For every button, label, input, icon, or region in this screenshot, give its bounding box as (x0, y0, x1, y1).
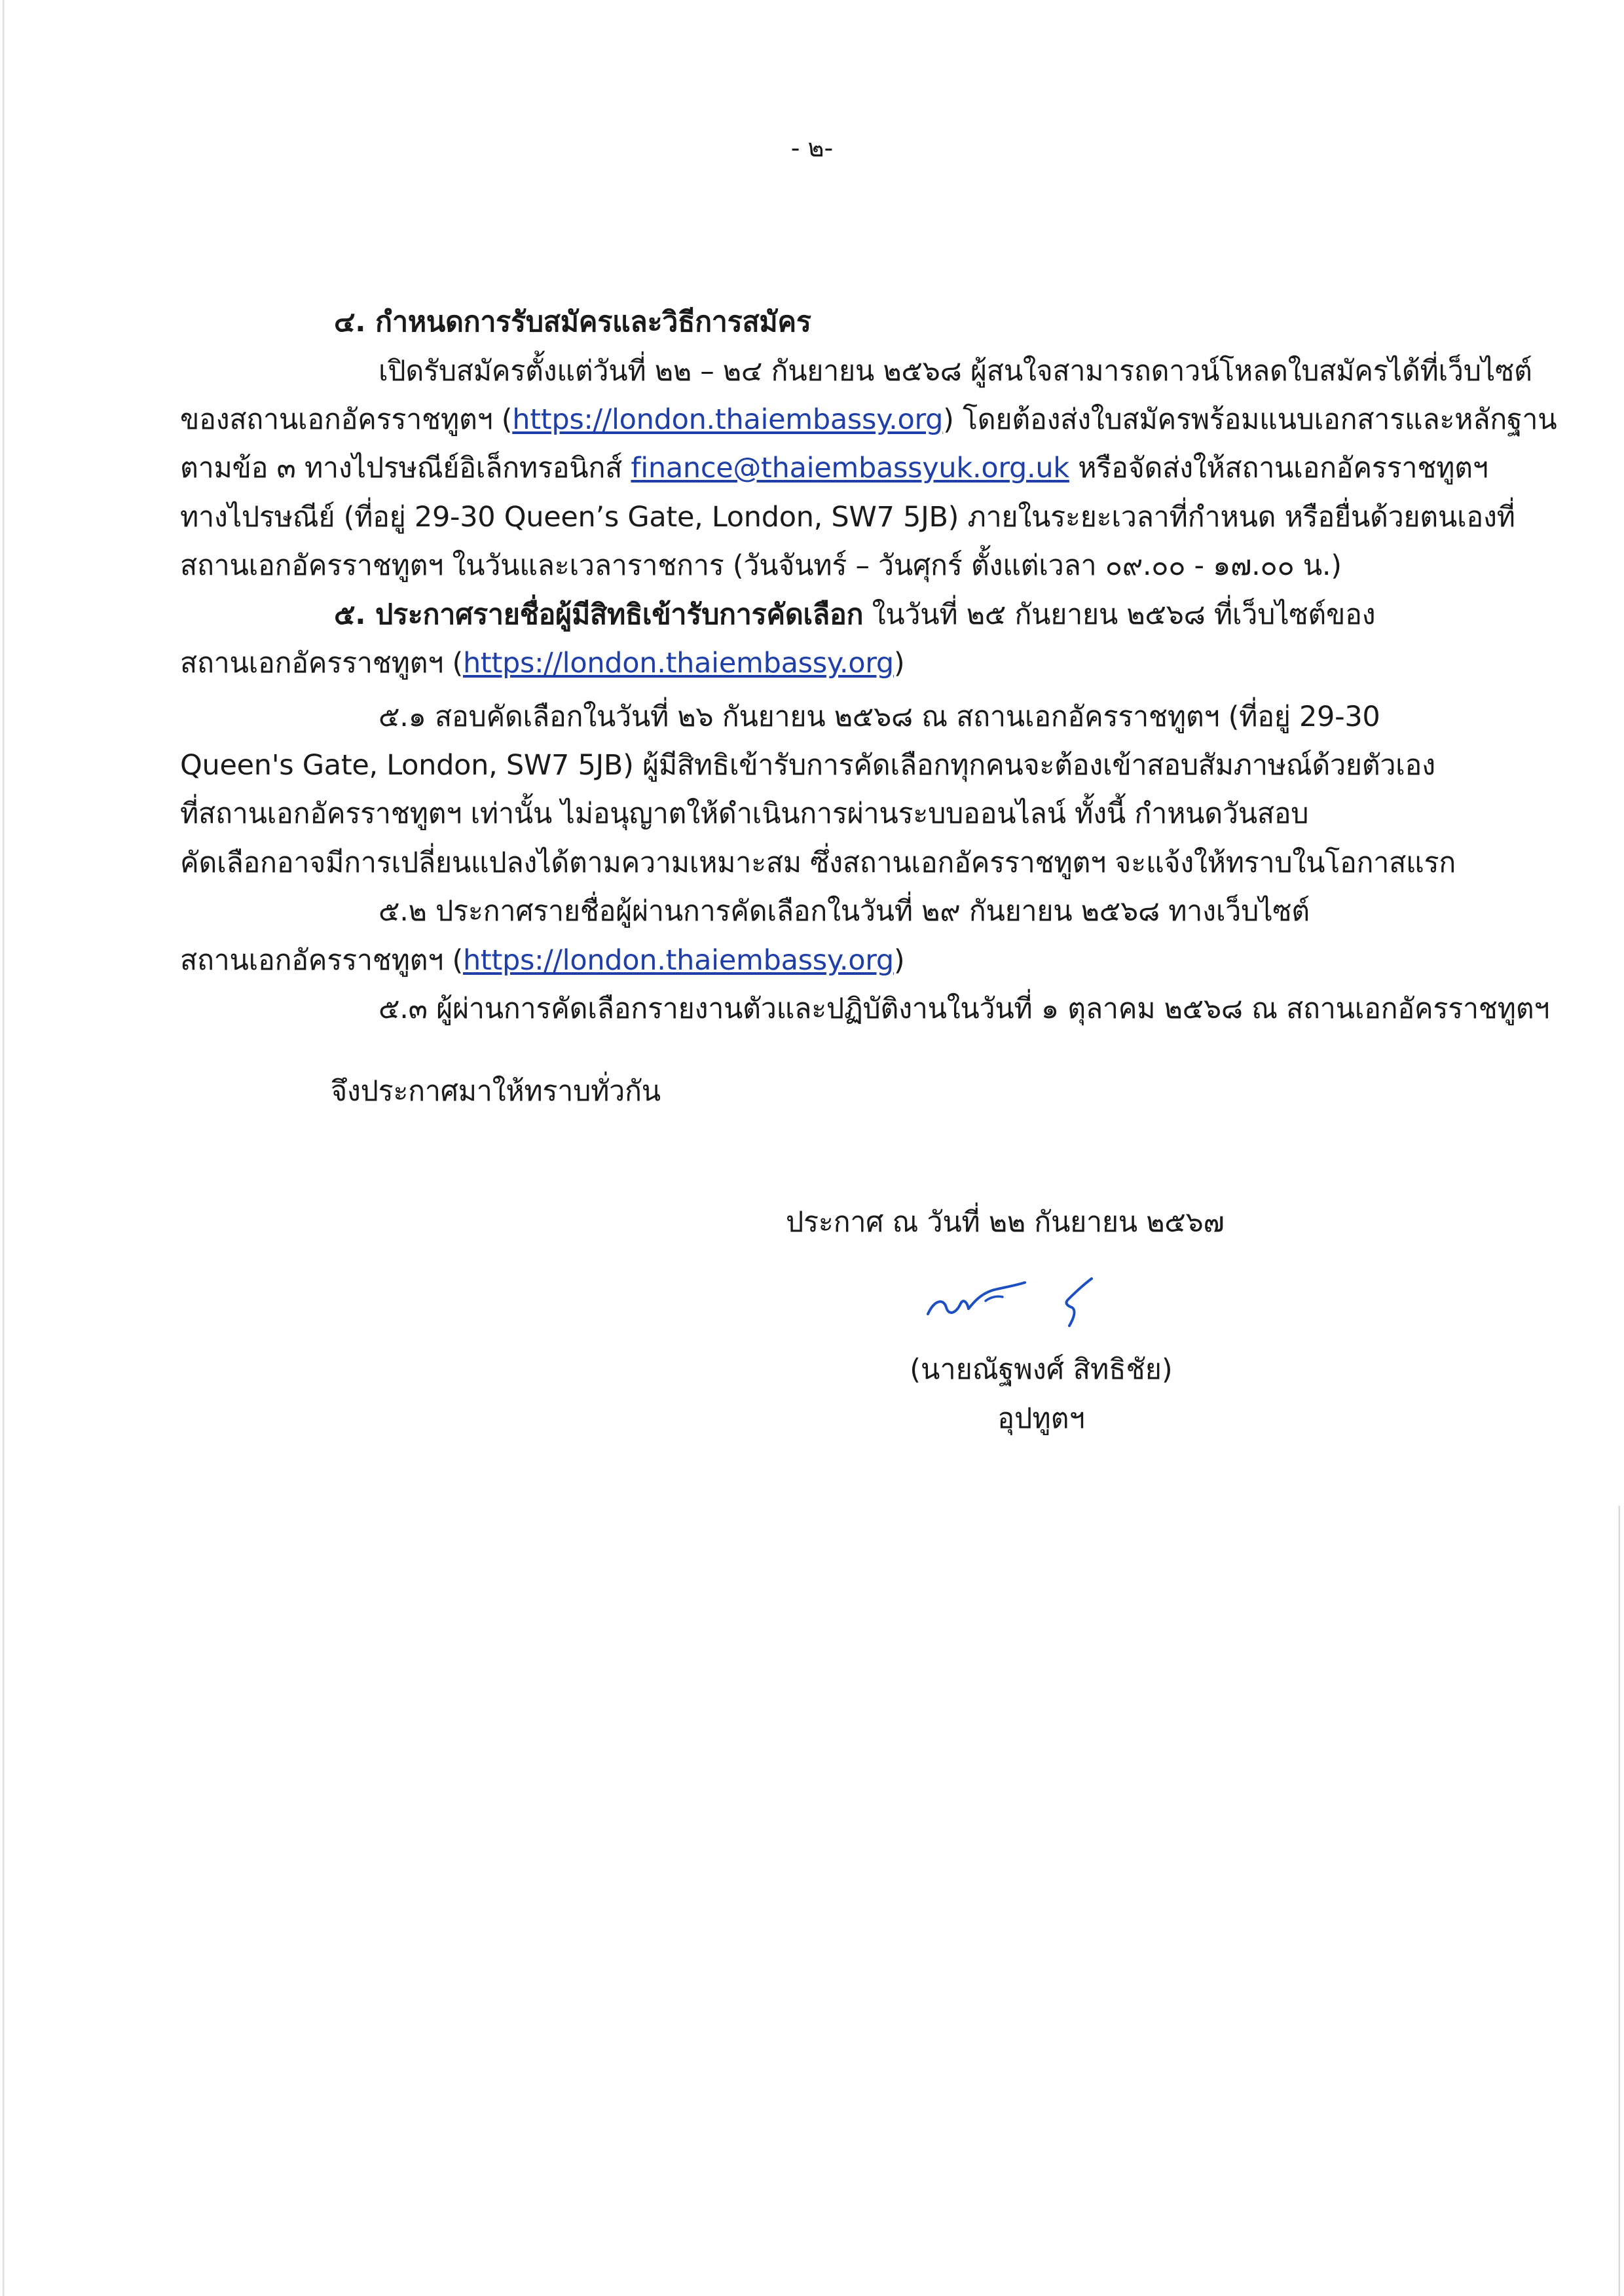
scan-edge-right (1618, 1506, 1620, 2296)
closing-statement: จึงประกาศมาให้ทราบทั่วกัน (331, 1075, 661, 1108)
embassy-website-link[interactable]: https://london.thaiembassy.org (512, 403, 944, 436)
section-5-2-line-2-text: สถานเอกอัครราชทูตฯ ( (180, 944, 463, 977)
section-5-heading: ๕. ประกาศรายชื่อผู้มีสิทธิเข้ารับการคัดเลือก (334, 598, 864, 631)
section-4-line-5: สถานเอกอัครราชทูตฯ ในวันและเวลาราชการ (วันจันทร์ – วันศุกร์ ตั้งแต่เวลา ๐๙.๐๐ - ๑๗.๐๐ น.) (180, 549, 1342, 582)
section-5-1-line-1: ๕.๑ สอบคัดเลือกในวันที่ ๒๖ กันยายน ๒๕๖๘ ณ สถานเอกอัครราชทูตฯ (ที่อยู่ 29-30 (378, 701, 1380, 733)
section-5-3-line-1: ๕.๓ ผู้ผ่านการคัดเลือกรายงานตัวและปฏิบัติงานในวันที่ ๑ ตุลาคม ๒๕๖๘ ณ สถานเอกอัครราชทูตฯ (378, 993, 1550, 1025)
embassy-website-link-3[interactable]: https://london.thaiembassy.org (462, 944, 894, 977)
announcement-date: ประกาศ ณ วันที่ ๒๒ กันยายน ๒๕๖๗ (786, 1206, 1225, 1239)
section-5-2-line-2-text-end: ) (893, 944, 905, 977)
section-4-line-2 (180, 400, 1557, 439)
section-5-heading-rest: ในวันที่ ๒๕ กันยายน ๒๕๖๘ ที่เว็บไซต์ของ (863, 598, 1376, 631)
signer-name: (นายณัฐพงศ์ สิทธิชัย) (910, 1353, 1173, 1386)
section-4-line-3-text: ตามข้อ ๓ ทางไปรษณีย์อิเล็กทรอนิกส์ (180, 452, 631, 484)
section-5-2-line-2 (180, 941, 904, 980)
section-5-heading-line (334, 595, 1375, 634)
section-4-line-4: ทางไปรษณีย์ (ที่อยู่ 29-30 Queen’s Gate, London, SW7 5JB) ภายในระยะเวลาที่กำหนด หรือยื่นด้วยตนเองที่ (180, 501, 1515, 534)
finance-email-link[interactable]: finance@thaiembassyuk.org.uk (631, 452, 1069, 484)
section-4-line-3 (180, 448, 1488, 488)
section-4-line-2-text: ของสถานเอกอัครราชทูตฯ ( (180, 403, 513, 436)
section-5-line-2 (180, 644, 904, 683)
section-5-1-line-2: Queen's Gate, London, SW7 5JB) ผู้มีสิทธิเข้ารับการคัดเลือกทุกคนจะต้องเข้าสอบสัมภาษณ์ด้วยตัวเอง (180, 749, 1435, 782)
scan-edge-left (3, 0, 5, 2296)
section-5-line-2-text-end: ) (893, 647, 905, 680)
section-5-line-2-text: สถานเอกอัครราชทูตฯ ( (180, 647, 463, 680)
section-4-line-1: เปิดรับสมัครตั้งแต่วันที่ ๒๒ – ๒๔ กันยายน ๒๕๖๘ ผู้สนใจสามารถดาวน์โหลดใบสมัครได้ที่เว็บไซต์ (378, 355, 1532, 388)
section-4-line-3-text-end: หรือจัดส่งให้สถานเอกอัครราชทูตฯ (1069, 452, 1488, 484)
section-4-line-2-text-end: ) โดยต้องส่งใบสมัครพร้อมแนบเอกสารและหลักฐาน (943, 403, 1557, 436)
page-number: - ๒- (790, 134, 834, 162)
section-5-2-line-1: ๕.๒ ประกาศรายชื่อผู้ผ่านการคัดเลือกในวันที่ ๒๙ กันยายน ๒๕๖๘ ทางเว็บไซต์ (378, 895, 1310, 928)
section-4-heading: ๔. กำหนดการรับสมัครและวิธีการสมัคร (334, 306, 811, 338)
signer-title: อุปทูตฯ (997, 1402, 1085, 1435)
embassy-website-link-2[interactable]: https://london.thaiembassy.org (462, 647, 894, 680)
section-5-1-line-3: ที่สถานเอกอัครราชทูตฯ เท่านั้น ไม่อนุญาตให้ดำเนินการผ่านระบบออนไลน์ ทั้งนี้ กำหนดวันสอบ (180, 797, 1309, 830)
section-5-1-line-4: คัดเลือกอาจมีการเปลี่ยนแปลงได้ตามความเหมาะสม ซึ่งสถานเอกอัครราชทูตฯ จะแจ้งให้ทราบในโอกาสแรก (180, 847, 1456, 879)
handwritten-signature (920, 1273, 1103, 1339)
